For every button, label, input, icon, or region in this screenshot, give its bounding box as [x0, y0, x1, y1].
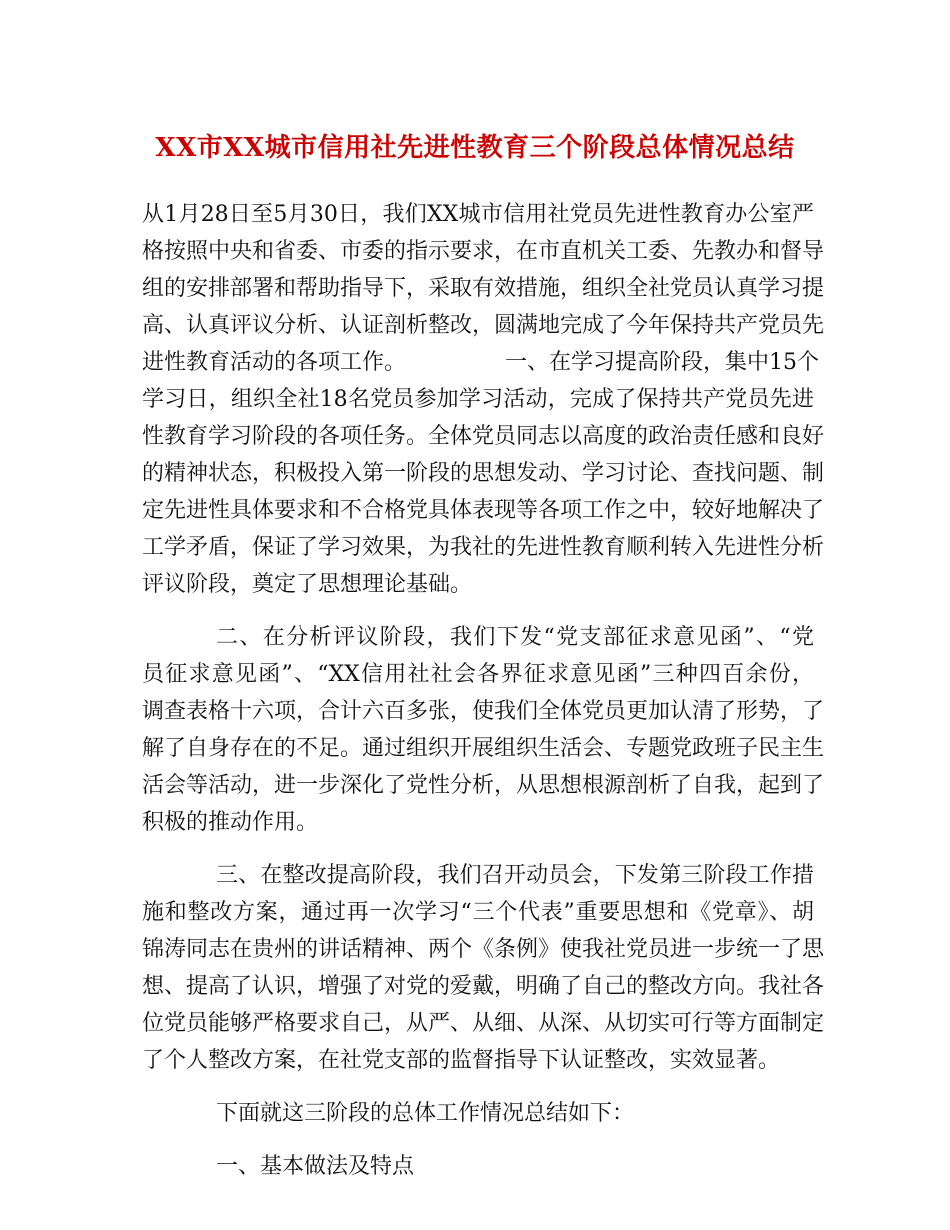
document-body [142, 196, 825, 1185]
paragraph-1 [142, 196, 825, 603]
text-line: 员征求意见函”、“XX信用社社会各界征求意见函”三种四百余份， [142, 662, 814, 687]
text-line: 调查表格十六项，合计六百多张，使我们全体党员更加认清了形势，了 [142, 699, 825, 724]
text-line: 锦涛同志在贵州的讲话精神、两个《条例》使我社党员进一步统一了思 [142, 937, 825, 962]
text-line: 格按照中央和省委、市委的指示要求，在市直机关工委、先教办和督导 [142, 239, 825, 264]
text-line: 解了自身存在的不足。通过组织开展组织生活会、专题党政班子民主生 [142, 736, 825, 761]
document-title: XX市XX城市信用社先进性教育三个阶段总体情况总结 [155, 133, 795, 163]
text-line: 三、在整改提高阶段，我们召开动员会，下发第三阶段工作措 [216, 863, 814, 888]
paragraph-3 [142, 857, 825, 1079]
text-line: 的精神状态，积极投入第一阶段的思想发动、学习讨论、查找问题、制 [142, 461, 825, 486]
text-line: 定先进性具体要求和不合格党具体表现等各项工作之中，较好地解决了 [142, 498, 825, 523]
paragraph-2 [142, 619, 825, 841]
text-line: 下面就这三阶段的总体工作情况总结如下： [216, 1101, 635, 1126]
text-line: 高、认真评议分析、认证剖析整改，圆满地完成了今年保持共产党员先 [142, 313, 825, 338]
text-line: 学习日，组织全社18名党员参加学习活动，完成了保持共产党员先进 [142, 387, 814, 412]
text-line: 从1月28日至5月30日，我们XX城市信用社党员先进性教育办公室严 [142, 202, 814, 227]
section-heading [142, 1148, 814, 1185]
paragraph-4 [142, 1095, 814, 1132]
text-line: 施和整改方案，通过再一次学习“三个代表”重要思想和《党章》、胡 [142, 900, 814, 925]
text-line: 活会等活动，进一步深化了党性分析，从思想根源剖析了自我，起到了 [142, 773, 825, 798]
text-line: 想、提高了认识，增强了对党的爱戴，明确了自己的整改方向。我社各 [142, 974, 825, 999]
text-line: 评议阶段，奠定了思想理论基础。 [142, 572, 473, 597]
text-line: 工学矛盾，保证了学习效果，为我社的先进性教育顺利转入先进性分析 [142, 535, 825, 560]
text-line: 了个人整改方案，在社党支部的监督指导下认证整改，实效显著。 [142, 1048, 781, 1073]
text-line: 一、基本做法及特点 [216, 1154, 415, 1179]
text-line: 组的安排部署和帮助指导下，采取有效措施，组织全社党员认真学习提 [142, 276, 825, 301]
text-line: 性教育学习阶段的各项任务。全体党员同志以高度的政治责任感和良好 [142, 424, 825, 449]
text-line: 位党员能够严格要求自己，从严、从细、从深、从切实可行等方面制定 [142, 1011, 825, 1036]
text-line: 进性教育活动的各项工作。 一、在学习提高阶段，集中15个 [142, 350, 819, 375]
text-line: 二、在分析评议阶段，我们下发“党支部征求意见函”、“党 [216, 625, 814, 650]
text-line: 积极的推动作用。 [142, 810, 319, 835]
